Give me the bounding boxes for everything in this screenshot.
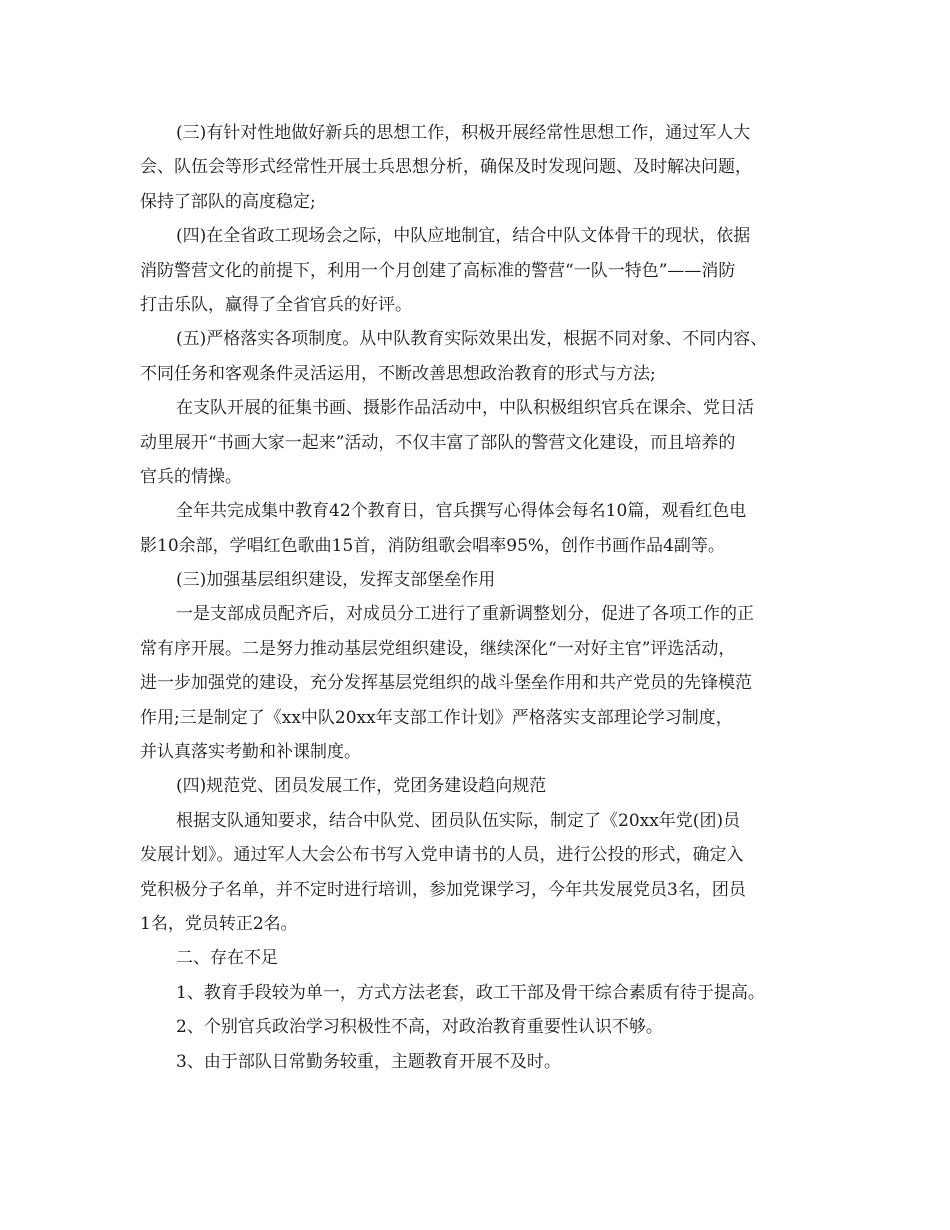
text-line: 发展计划》。通过军人大会公布书写入党申请书的人员，进行公投的形式，确定入 bbox=[140, 845, 744, 866]
text-line: 进一步加强党的建设，充分发挥基层党组织的战斗堡垒作用和共产党员的先锋模范 bbox=[140, 673, 752, 694]
text-line: 二、存在不足 bbox=[176, 948, 278, 969]
text-line: 常有序开展。二是努力推动基层党组织建设，继续深化“一对好主官”评选活动， bbox=[140, 638, 736, 659]
text-line: 1、教育手段较为单一，方式方法老套，政工干部及骨干综合素质有待于提高。 bbox=[176, 982, 765, 1003]
text-line: 全年共完成集中教育42个教育日，官兵撰写心得体会每名10篇，观看红色电 bbox=[176, 501, 747, 522]
text-line: (四)规范党、团员发展工作，党团务建设趋向规范 bbox=[176, 776, 547, 797]
text-line: 党积极分子名单，并不定时进行培训，参加党课学习，今年共发展党员3名，团员 bbox=[140, 879, 746, 900]
text-line: 根据支队通知要求，结合中队党、团员队伍实际，制定了《20xx年党(团)员 bbox=[176, 810, 741, 831]
text-line: 消防警营文化的前提下，利用一个月创建了高标准的警营“一队一特色”——消防 bbox=[140, 260, 736, 281]
text-line: 影10余部，学唱红色歌曲15首，消防组歌会唱率95%，创作书画作品4副等。 bbox=[140, 535, 725, 556]
text-line: 不同任务和客观条件灵活运用，不断改善思想政治教育的形式与方法; bbox=[140, 363, 656, 384]
text-line: 2、个别官兵政治学习积极性不高，对政治教育重要性认识不够。 bbox=[176, 1017, 663, 1038]
text-line: (五)严格落实各项制度。从中队教育实际效果出发，根据不同对象、不同内容、 bbox=[176, 329, 768, 350]
text-line: 动里展开“书画大家一起来”活动，不仅丰富了部队的警营文化建设，而且培养的 bbox=[140, 432, 736, 453]
text-line: 3、由于部队日常勤务较重，主题教育开展不及时。 bbox=[176, 1051, 561, 1072]
text-line: (四)在全省政工现场会之际，中队应地制宜，结合中队文体骨干的现状，依据 bbox=[176, 226, 751, 247]
text-line: 并认真落实考勤和补课制度。 bbox=[140, 742, 361, 763]
text-line: (三)加强基层组织建设，发挥支部堡垒作用 bbox=[176, 570, 496, 591]
text-line: (三)有针对性地做好新兵的思想工作，积极开展经常性思想工作，通过军人大 bbox=[176, 123, 751, 143]
document-body bbox=[140, 116, 830, 1079]
text-line: 在支队开展的征集书画、摄影作品活动中，中队积极组织官兵在课余、党日活 bbox=[176, 398, 754, 419]
text-line: 官兵的情操。 bbox=[140, 466, 242, 487]
text-line: 会、队伍会等形式经常性开展士兵思想分析，确保及时发现问题、及时解决问题， bbox=[140, 157, 752, 178]
text-line: 一是支部成员配齐后，对成员分工进行了重新调整划分，促进了各项工作的正 bbox=[176, 604, 754, 625]
text-line: 作用;三是制定了《xx中队20xx年支部工作计划》严格落实支部理论学习制度， bbox=[140, 707, 733, 728]
text-line: 保持了部队的高度稳定; bbox=[140, 191, 316, 212]
text-line: 1名，党员转正2名。 bbox=[140, 913, 298, 934]
text-line: 打击乐队，赢得了全省官兵的好评。 bbox=[140, 294, 412, 315]
